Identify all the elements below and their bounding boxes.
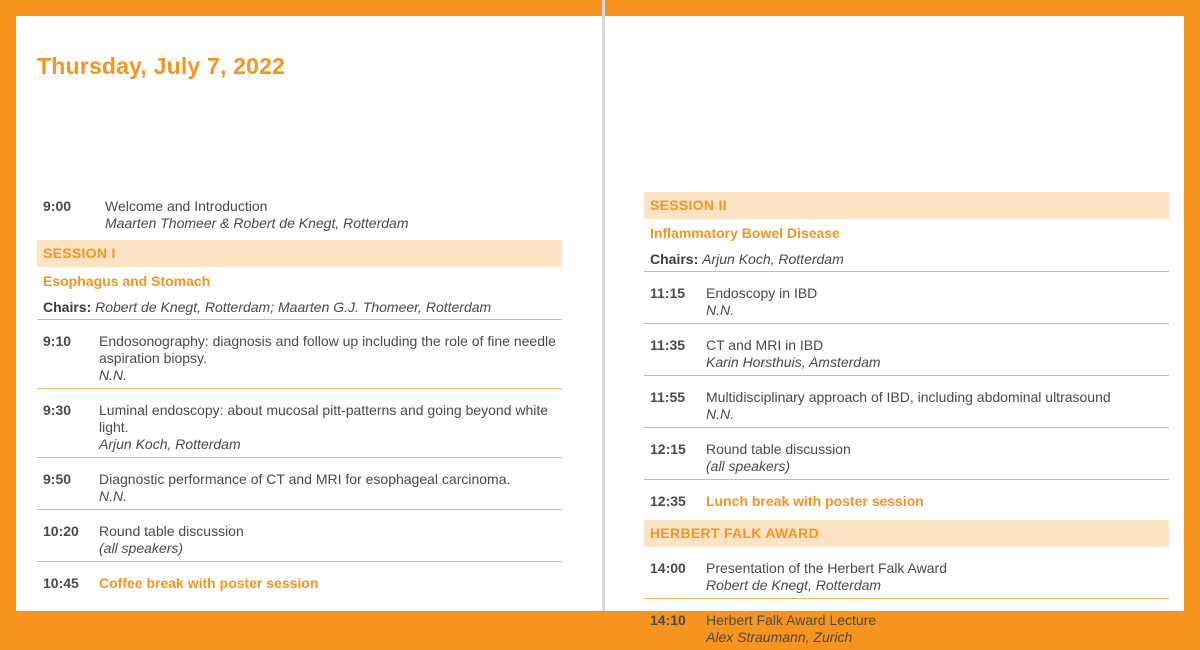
schedule-item [644, 382, 1169, 428]
item-time: 9:30 [43, 402, 72, 418]
schedule-item-break [644, 486, 1169, 514]
item-time: 11:35 [650, 337, 686, 353]
item-title: Presentation of the Herbert Falk Award [706, 560, 947, 576]
item-title: Multidisciplinary approach of IBD, including abdominal ultrasound [706, 389, 1111, 405]
item-time: 14:00 [650, 560, 686, 576]
chairs-names: Robert de Knegt, Rotterdam; Maarten G.J. Thomeer, Rotterdam [95, 299, 492, 315]
award-header: HERBERT FALK AWARD [644, 520, 1169, 547]
item-title: CT and MRI in IBD [706, 337, 824, 353]
schedule-item [644, 553, 1169, 599]
item-time: 12:15 [650, 441, 686, 457]
schedule-item-welcome [37, 198, 562, 232]
item-speaker: N.N. [99, 367, 127, 383]
session-2-header: SESSION II [644, 192, 1169, 219]
item-speaker: N.N. [706, 302, 734, 318]
item-speaker: Karin Horsthuis, Amsterdam [706, 354, 881, 370]
session-1-schedule [37, 198, 562, 596]
schedule-item [644, 605, 1169, 650]
right-page [605, 16, 1184, 645]
day-title: Thursday, July 7, 2022 [37, 53, 286, 79]
item-title: Herbert Falk Award Lecture [706, 612, 877, 628]
item-time: 10:45 [43, 575, 79, 591]
item-time: 12:35 [650, 493, 686, 509]
session-1-header: SESSION I [37, 240, 562, 267]
item-speaker: Maarten Thomeer & Robert de Knegt, Rotterdam [105, 215, 409, 231]
schedule-item [644, 434, 1169, 480]
item-speaker: N.N. [99, 488, 127, 504]
schedule-item [37, 326, 562, 389]
left-page [16, 16, 602, 611]
break-title: Lunch break with poster session [706, 493, 924, 509]
item-title: Welcome and Introduction [105, 198, 268, 214]
schedule-item [37, 516, 562, 562]
chairs-label: Chairs: [650, 251, 699, 267]
item-speaker: N.N. [706, 406, 734, 422]
item-title: Round table discussion [706, 441, 851, 457]
item-title: Luminal endoscopy: about mucosal pitt-patterns and going beyond white light. [99, 402, 549, 435]
item-time: 10:20 [43, 523, 79, 539]
chairs-label: Chairs: [43, 299, 92, 315]
session-2-chairs [644, 242, 1169, 272]
item-time: 9:00 [43, 198, 72, 214]
schedule-item [37, 464, 562, 510]
schedule-item [644, 278, 1169, 324]
break-title: Coffee break with poster session [99, 575, 319, 591]
item-title: Diagnostic performance of CT and MRI for esophageal carcinoma. [99, 471, 511, 487]
item-time: 9:10 [43, 333, 72, 349]
item-speaker: Robert de Knegt, Rotterdam [706, 577, 882, 593]
session-2-schedule [644, 192, 1169, 650]
schedule-item [644, 330, 1169, 376]
item-speaker: Alex Straumann, Zurich [706, 629, 853, 645]
session-2-topic: Inflammatory Bowel Disease [650, 225, 840, 241]
item-time: 11:15 [650, 285, 686, 301]
schedule-item [37, 395, 562, 458]
item-speaker: (all speakers) [99, 540, 184, 556]
item-time: 9:50 [43, 471, 72, 487]
item-title: Endoscopy in IBD [706, 285, 818, 301]
session-1-topic: Esophagus and Stomach [43, 273, 211, 289]
item-speaker: Arjun Koch, Rotterdam [99, 436, 241, 452]
item-title: Endosonography: diagnosis and follow up including the role of fine needle aspiration biopsy. [99, 333, 556, 366]
item-speaker: (all speakers) [706, 458, 791, 474]
item-title: Round table discussion [99, 523, 244, 539]
item-time: 11:55 [650, 389, 686, 405]
item-time: 14:10 [650, 612, 686, 628]
session-1-chairs [37, 290, 562, 320]
chairs-names: Arjun Koch, Rotterdam [702, 251, 844, 267]
schedule-item-break [37, 568, 562, 596]
